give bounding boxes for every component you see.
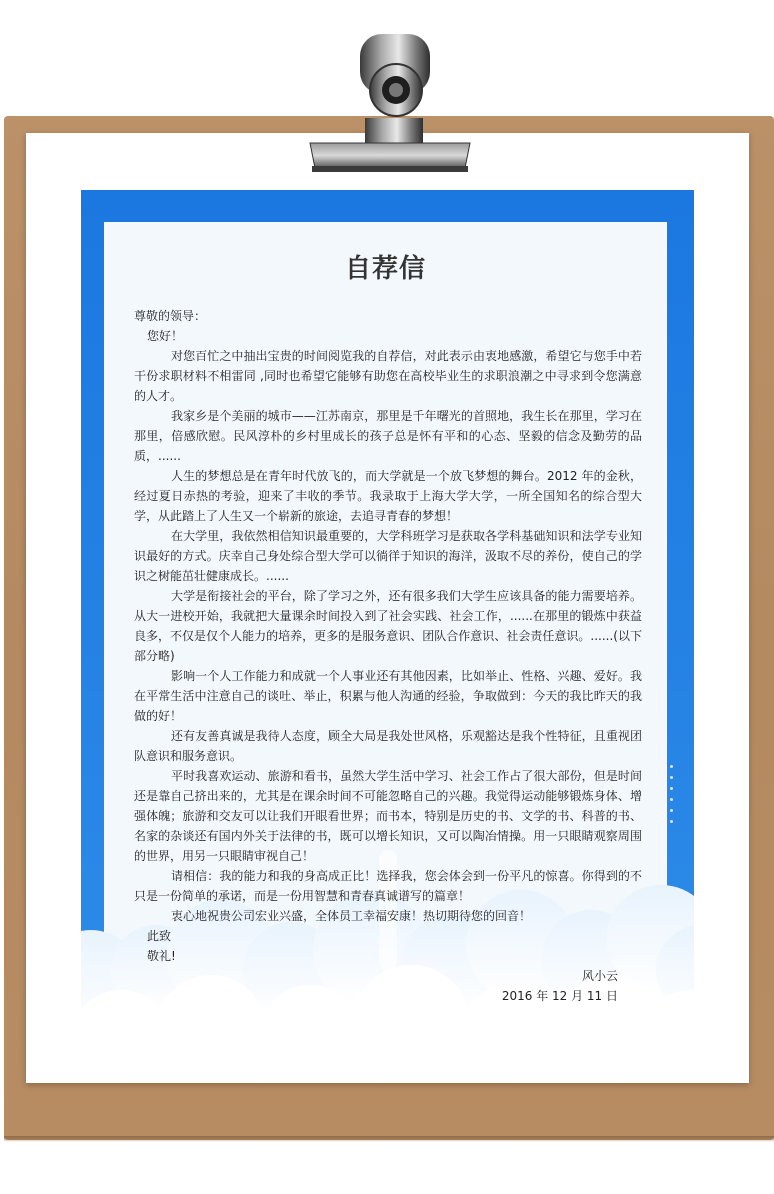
letter-title: 自荐信: [344, 254, 426, 284]
closing-regards: 敬礼!: [147, 949, 176, 963]
signature: 风小云: [581, 969, 618, 983]
greeting: 您好！: [147, 329, 184, 343]
closing-line: 此致: [147, 929, 172, 943]
paragraph: 请相信：我的能力和我的身高成正比！选择我，您会体会到一份平凡的惊喜。你得到的不只是一份简单的承诺，而是一份用智慧和青春真诚谱写的篇章！: [134, 869, 642, 903]
clipboard-shadow: [4, 1136, 774, 1142]
paragraph: 对您百忙之中抽出宝贵的时间阅览我的自荐信，对此表示由衷地感激，希望它与您手中若干份求职材料不相雷同 ,同时也希望它能够有助您在高校毕业生的求职浪潮之中寻求到令您满意的人才。: [134, 349, 642, 403]
paragraph: 大学是衔接社会的平台，除了学习之外，还有很多我们大学生应该具备的能力需要培养。从大一进校开始，我就把大量课余时间投入到了社会实践、社会工作，......在那里的锻炼中获益良多，不仅是仅个人能力的培养，更多的是服务意识、团队合作意识、社会责任意识。......(以下部分略): [134, 589, 642, 663]
paragraph: 影响一个人工作能力和成就一个人事业还有其他因素，比如举止、性格、兴趣、爱好。我在平常生活中注意自己的谈吐、举止，积累与他人沟通的经验，争取做到：今天的我比昨天的我做的好！: [134, 669, 642, 723]
letter-date: 2016 年 12 月 11 日: [501, 989, 618, 1003]
binder-clip-icon: [300, 28, 480, 178]
decorative-dots: [670, 765, 676, 825]
paragraph: 人生的梦想总是在青年时代放飞的，而大学就是一个放飞梦想的舞台。2012 年的金秋，经过夏日赤热的考验，迎来了丰收的季节。我录取于上海大学大学，一所全国知名的综合型大学，从此踏上了人生又一个崭新的旅途，去追寻青春的梦想！: [134, 469, 642, 523]
paragraph: 在大学里，我依然相信知识最重要的，大学科班学习是获取各学科基础知识和法学专业知识最好的方式。庆幸自己身处综合型大学可以徜徉于知识的海洋，汲取不尽的养份，使自己的学识之树能茁壮健康成长。......: [134, 529, 642, 583]
paragraph: 平时我喜欢运动、旅游和看书，虽然大学生活中学习、社会工作占了很大部份，但是时间还是靠自己挤出来的，尤其是在课余时间不可能忽略自己的兴趣。我觉得运动能够锻炼身体、增强体魄；旅游和交友可以让我们开眼看世界；而书本，特别是历史的书、文学的书、科普的书、名家的杂谈还有国内外关于法律的书，既可以增长知识，又可以陶冶情操。用一只眼睛观察周围的世界，用另一只眼睛审视自己！: [134, 769, 642, 863]
paragraph: 我家乡是个美丽的城市——江苏南京，那里是千年曙光的首照地，我生长在那里，学习在那里，倍感欣慰。民风淳朴的乡村里成长的孩子总是怀有平和的心态、坚毅的信念及勤劳的品质，......: [134, 409, 642, 463]
letter-body: [134, 306, 642, 1006]
paragraph: 衷心地祝贵公司宏业兴盛，全体员工幸福安康！热切期待您的回音！: [171, 909, 532, 923]
paragraph: 还有友善真诚是我待人态度，顾全大局是我处世风格，乐观豁达是我个性特征，且重视团队意识和服务意识。: [134, 729, 642, 763]
salutation: 尊敬的领导：: [134, 309, 207, 323]
